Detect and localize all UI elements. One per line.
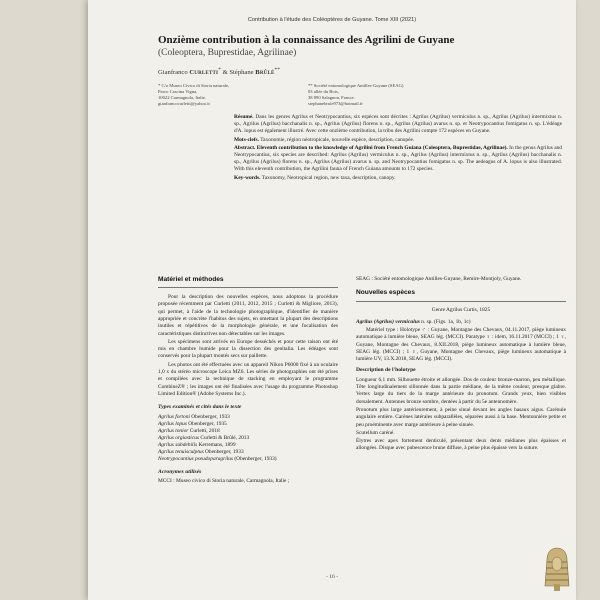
left-column bbox=[158, 276, 338, 486]
abstract-text: In the genus Agrilus and Neotrypocantius, six species are described: Agrilus (Agrilus) vermiculus n. sp., Agrilus (Agrilus) intermixtus n. sp., Agrilus (Agrilus) bacchanalis n. sp., Agrilus (Agrilus) florens n. sp., Agrilus (Agrilus) avarus n. sp. and Neotrypocantius fomigatus n. sp. The aedeagus of A. lopus is also illustrated. With this eleventh contribution, the Agrilini fauna of French Guiana amounts to 172 species. bbox=[234, 144, 563, 173]
article-title: Onzième contribution à la connaissance des Agrilini de Guyane bbox=[158, 34, 455, 46]
aff1-line: * C/o Museo Civico di Storia naturale, bbox=[158, 83, 230, 88]
description-paragraph-4: Élytres avec apex fortement denticulé, présentant deux dents médianes plus épaisses et allongées. Disque avec pubescence brune diffuse, à peine plus épaisse vers la suture. bbox=[356, 438, 566, 452]
methods-paragraph-1: Pour la description des nouvelles espèces, nous adoptons la procédure proposée récemment par Curletti (2011, 2012, 2015 ; Curletti & Migliore, 2013), qui permet, à l'aide de la technologie photographique, d'identifier de manière appropriée et concrète l'habitus des sujets, en omettant la plupart des descriptions inutiles et répétitives de la morphologie générale, et une focalisation des caractéristiques distinctives non détectables sur les images. bbox=[158, 294, 338, 337]
resume-text: Dans les genres Agrilus et Neotrypocantius, six espèces sont décrites : Agrilus (Agrilus) vermiculus n. sp., Agrilus (Agrilus) intermixtus n. sp., Agrilus (Agrilus) bacchanalis n. sp., Agrilus (Agrilus) florens n. sp., Agrilus (Agrilus) avarus n. sp. et Neotrypocantius fomigatus n. sp. L'édéage d'A. lopus est également illustré. Avec cette onzième contribution, la tribu des Agrilini compte 172 espèces en Guyane. bbox=[234, 114, 562, 135]
resume-paragraph bbox=[234, 114, 562, 136]
abstract-paragraph bbox=[234, 145, 562, 174]
genus-line: Genre Agrilus Curtis, 1825 bbox=[431, 307, 491, 314]
aff2-line: 03 allée du Bois, bbox=[308, 89, 339, 94]
keywords-text: Taxonomy, Neotropical region, new taxa, description, canopy. bbox=[261, 174, 396, 181]
author1-last: Curletti bbox=[189, 69, 219, 77]
heading-rule bbox=[158, 287, 338, 288]
species-suffix: n. sp. (Figs. 1a, 1b, 1c) bbox=[421, 318, 471, 325]
paper-page bbox=[88, 0, 576, 600]
affiliation-2 bbox=[308, 83, 458, 107]
aff1-email[interactable]: gianfrancocurletti@yahoo.it bbox=[158, 101, 210, 106]
author1-mark: * bbox=[218, 67, 221, 73]
aff2-line: 38 890 Salagnon, France. bbox=[308, 95, 355, 100]
article-subtitle: (Coleoptera, Buprestidae, Agrilinae) bbox=[158, 48, 297, 58]
section-heading-new-species: Nouvelles espèces bbox=[356, 289, 416, 297]
keywords-paragraph bbox=[234, 175, 562, 182]
list-item: Agrilus lopus Obenberger, 1935 bbox=[158, 420, 227, 427]
heading-rule bbox=[356, 301, 566, 302]
keywords-label: Key-words. bbox=[234, 174, 261, 181]
page-number: - 16 - bbox=[325, 574, 339, 580]
author2-mark: ** bbox=[274, 67, 281, 73]
section-heading-methods: Matériel et méthodes bbox=[158, 276, 224, 283]
pharaoh-logo-icon bbox=[544, 546, 570, 592]
description-paragraph-2: Pronotum plus large antérieurement, à peine sinué devant les angles basaux aigus. Carénule angulaire entière. Carènes latérales subparallèles, séparées aussi à la base. Mentonnière petite et peu proéminente avec marge antérieure à peine sinuée. bbox=[356, 406, 566, 428]
list-item: Agrilus orgiasticus Curletti & Brûlé, 2013 bbox=[158, 434, 250, 441]
author2-first: Stéphane bbox=[229, 69, 254, 77]
list-item: Agrilus subdebilis Kerremans, 1899 bbox=[158, 441, 236, 448]
acronyms-heading: Acronymes utilisés bbox=[158, 468, 202, 475]
author2-last: Brûlé bbox=[255, 69, 275, 77]
description-paragraph-1: Longueur 6,1 mm. Silhouette étroite et allongée. Dos de couleur bronze-marron, peu métallique. Tête longitudinalement sillonnée dans la partie médiane, de la même couleur, presque glabre. Vertex large du tiers de la marge antérieure du pronotum. Grands yeux, bien visibles dorsalement. Antennes bronze sombre, dentées à partir du 5e antennomère. bbox=[356, 376, 566, 405]
resume-label: Résumé. bbox=[234, 114, 254, 120]
species-list bbox=[158, 414, 338, 463]
list-item: Agrilus tonior Curletti, 2018 bbox=[158, 427, 220, 434]
aff1-line: 10022 Carmagnola, Italie. bbox=[158, 95, 206, 100]
author-line bbox=[158, 67, 280, 76]
acronym-mcci: MCCI : Museo civico di Storia naturale, Carmagnola, Italie ; bbox=[158, 477, 290, 484]
methods-paragraph-2: Les spécimens sont arrivés en Europe desséchés et pour cette raison ont été mis en chambre humide pour la dissection des genitalia. Les édéages sont conservés pour la plupart montés secs sur paillette. bbox=[158, 338, 338, 360]
running-header: Contribution à l'étude des Coléoptères de Guyane. Tome XIII (2021) bbox=[247, 17, 417, 23]
affiliation-1 bbox=[158, 83, 288, 107]
author-ampersand: & bbox=[222, 69, 228, 77]
abstract-label: Abstract. Eleventh contribution to the knowledge of Agrilini from French Guiana (Coleoptera, Buprestidae, Agrilinae). bbox=[234, 144, 508, 151]
list-item: Agrilus tenuisculptus Obenberger, 1933 bbox=[158, 448, 244, 455]
material-paragraph: Matériel type : Holotype ♂ : Guyane, Montagne des Chevaux, 04.11.2017, piège lumineux automatique à lumière bleue, SEAG lég. (MCCI). Paratype ♀ : idem, 16.11.2017 (MCCI) ; 1 ♀, Guyane, Montagne des Chevaux, 8.XII.2018, piège lumineux automatique à lumière bleue, SEAG lég. (MCCI) ; 1 ♀, Guyane, Montagne des Chevaux, piège lumineux automatique à lumière UV, 13.X.2018, SEAG lég. (MCCI). bbox=[356, 326, 566, 363]
motscles-label: Mots-clefs. bbox=[234, 136, 259, 143]
right-column bbox=[356, 276, 566, 454]
description-paragraph-3: Scutellum caréné. bbox=[356, 429, 395, 436]
description-heading: Description de l'holotype bbox=[356, 367, 416, 374]
motscles-paragraph bbox=[234, 137, 562, 144]
aff2-email[interactable]: stephanebrule973@hotmail.fr bbox=[308, 101, 363, 106]
motscles-text: Taxonomie, région néotropicale, nouvelle espèce, description, canopée. bbox=[260, 136, 415, 143]
list-item: Agrilus fortoni Obenberger, 1933 bbox=[158, 413, 230, 420]
author1-first: Gianfranco bbox=[158, 69, 188, 77]
methods-paragraph-3: Les photos ont été effectuées avec un appareil Nikon P6000 fixé à un oculaire 1,0 x du stéréo microscope Leica MZ6. Les séries de photographies ont été prises et compilées avec la technique de stacking en employant le programme CombineZ® ; les images ont été finalisées avec l'usage du programme Photoshop Limited Edition® (Adobe Systems Inc.). bbox=[158, 361, 338, 397]
types-heading: Types examinés et cités dans le texte bbox=[158, 404, 242, 411]
abstract-block bbox=[234, 114, 562, 183]
aff2-line: ** Société entomologique Antilles-Guyane (SEAG) bbox=[308, 83, 404, 88]
list-item: Neotrypocantius pseudoparagrilus (Obenberger, 1933) bbox=[158, 455, 277, 462]
acronym-seag: SEAG : Société entomologique Antilles-Guyane, Remire-Montjoly, Guyane. bbox=[356, 276, 522, 282]
species-title: Agrilus (Agrilus) vermiculus bbox=[356, 318, 420, 325]
aff1-line: Parco Cascina Vigna, bbox=[158, 89, 198, 94]
species-title-line bbox=[356, 319, 566, 326]
